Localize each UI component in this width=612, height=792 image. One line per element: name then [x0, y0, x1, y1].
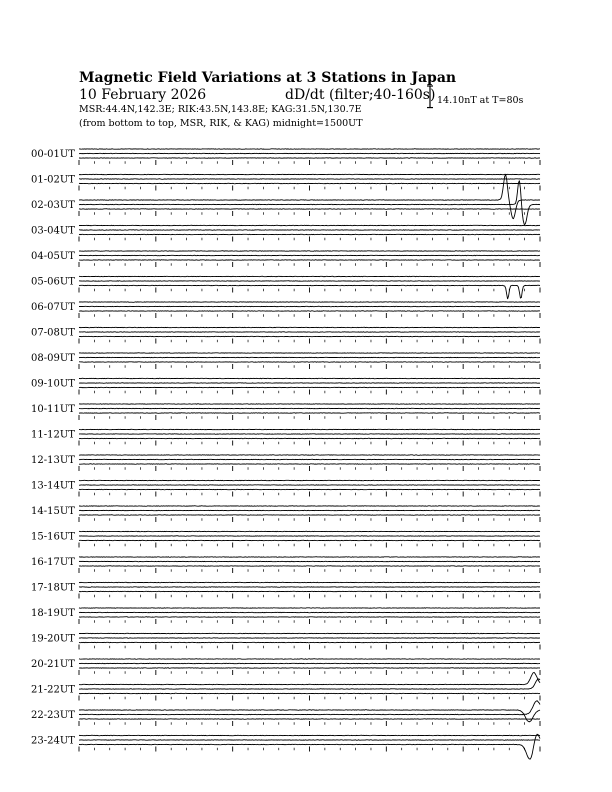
trace-msr: [79, 617, 540, 618]
trace-kag: [79, 582, 540, 583]
trace-rik: [79, 510, 540, 511]
trace-rik: [79, 434, 540, 435]
hour-label: 13-14UT: [31, 480, 75, 492]
hour-label: 03-04UT: [31, 225, 75, 237]
trace-rik: [79, 357, 540, 358]
trace-msr: [79, 183, 540, 184]
trace-rik: [79, 612, 540, 613]
trace-kag: [79, 353, 540, 354]
chart-quantity: dD/dt (filter;40-160s): [285, 87, 436, 103]
chart-title: Magnetic Field Variations at 3 Stations in Japan: [79, 70, 457, 86]
trace-msr: [79, 642, 540, 643]
hour-label: 01-02UT: [31, 174, 75, 186]
hour-label: 12-13UT: [31, 455, 75, 466]
trace-kag: [79, 633, 540, 634]
trace-msr: [79, 668, 540, 669]
trace-msr: [79, 489, 540, 490]
trace-kag: [79, 735, 540, 736]
trace-msr: [79, 311, 540, 312]
trace-kag: [79, 302, 540, 303]
trace-msr: [79, 693, 540, 694]
scale-bar-label: 14.10nT at T=80s: [437, 95, 524, 106]
trace-rik: [79, 561, 540, 562]
trace-rik: [79, 179, 540, 180]
trace-kag: [79, 480, 540, 481]
trace-order-note: (from bottom to top, MSR, RIK, & KAG) midnight=1500UT: [79, 118, 363, 129]
trace-kag: [79, 557, 540, 558]
trace-msr: [79, 158, 540, 159]
trace-msr: [79, 209, 540, 210]
hour-label: 21-22UT: [31, 684, 75, 696]
trace-rik: [79, 281, 540, 282]
trace-msr: [79, 260, 540, 261]
trace-rik: [79, 408, 540, 409]
hour-label: 10-11UT: [31, 404, 75, 415]
trace-rik: [79, 255, 540, 256]
trace-rik: [79, 230, 540, 231]
hour-label: 07-08UT: [31, 327, 75, 339]
trace-kag: [79, 429, 540, 430]
trace-msr: [79, 413, 540, 414]
hour-label: 20-21UT: [31, 659, 75, 670]
trace-rik: [79, 485, 540, 486]
trace-kag: [79, 378, 540, 379]
trace-kag: [79, 251, 540, 252]
trace-msr: [79, 464, 540, 465]
trace-kag: [79, 174, 540, 175]
trace-rik: [79, 153, 540, 154]
station-coordinates: MSR:44.4N,142.3E; RIK:43.5N,143.8E; KAG:31.5N,130.7E: [79, 104, 362, 115]
trace-rik: [79, 459, 540, 460]
trace-msr: [79, 387, 540, 388]
trace-rik: [79, 536, 540, 537]
trace-kag: [79, 404, 540, 405]
hour-label: 22-23UT: [31, 710, 75, 721]
hour-label: 11-12UT: [31, 429, 75, 441]
trace-msr: [79, 566, 540, 567]
trace-msr: [79, 234, 540, 235]
trace-kag: [79, 710, 540, 722]
trace-rik: [79, 587, 540, 588]
hour-label: 08-09UT: [31, 353, 75, 364]
hour-label: 02-03UT: [31, 200, 75, 211]
trace-kag: [79, 149, 540, 150]
trace-rik: [79, 701, 540, 715]
hour-label: 00-01UT: [31, 149, 75, 160]
hour-label: 15-16UT: [31, 531, 75, 543]
trace-kag: [79, 659, 540, 660]
trace-msr: [79, 591, 540, 592]
trace-kag: [79, 225, 540, 226]
hour-label: 16-17UT: [31, 557, 75, 568]
hour-label: 05-06UT: [31, 276, 75, 288]
trace-msr: [79, 515, 540, 516]
trace-kag: [79, 506, 540, 507]
hour-label: 18-19UT: [31, 608, 75, 619]
hour-label: 06-07UT: [31, 302, 75, 313]
hour-label: 09-10UT: [31, 378, 75, 390]
trace-kag: [79, 455, 540, 456]
hour-label: 14-15UT: [31, 506, 75, 517]
trace-rik: [79, 638, 540, 639]
trace-rik: [79, 383, 540, 384]
trace-rik: [79, 332, 540, 333]
trace-msr: [79, 336, 540, 337]
hour-label: 23-24UT: [31, 735, 75, 747]
trace-rik: [79, 740, 540, 741]
title-block: [79, 70, 457, 129]
trace-msr: [79, 540, 540, 541]
trace-rik: [79, 663, 540, 664]
trace-kag: [79, 327, 540, 328]
trace-msr: [79, 362, 540, 363]
trace-msr: [79, 438, 540, 439]
chart-date: 10 February 2026: [79, 87, 207, 103]
trace-kag: [79, 276, 540, 277]
hour-label: 17-18UT: [31, 582, 75, 594]
trace-kag: [79, 531, 540, 532]
trace-msr: [79, 719, 540, 720]
trace-kag: [79, 608, 540, 609]
hour-label: 19-20UT: [31, 633, 75, 645]
hour-label: 04-05UT: [31, 251, 75, 262]
trace-rik: [79, 306, 540, 307]
